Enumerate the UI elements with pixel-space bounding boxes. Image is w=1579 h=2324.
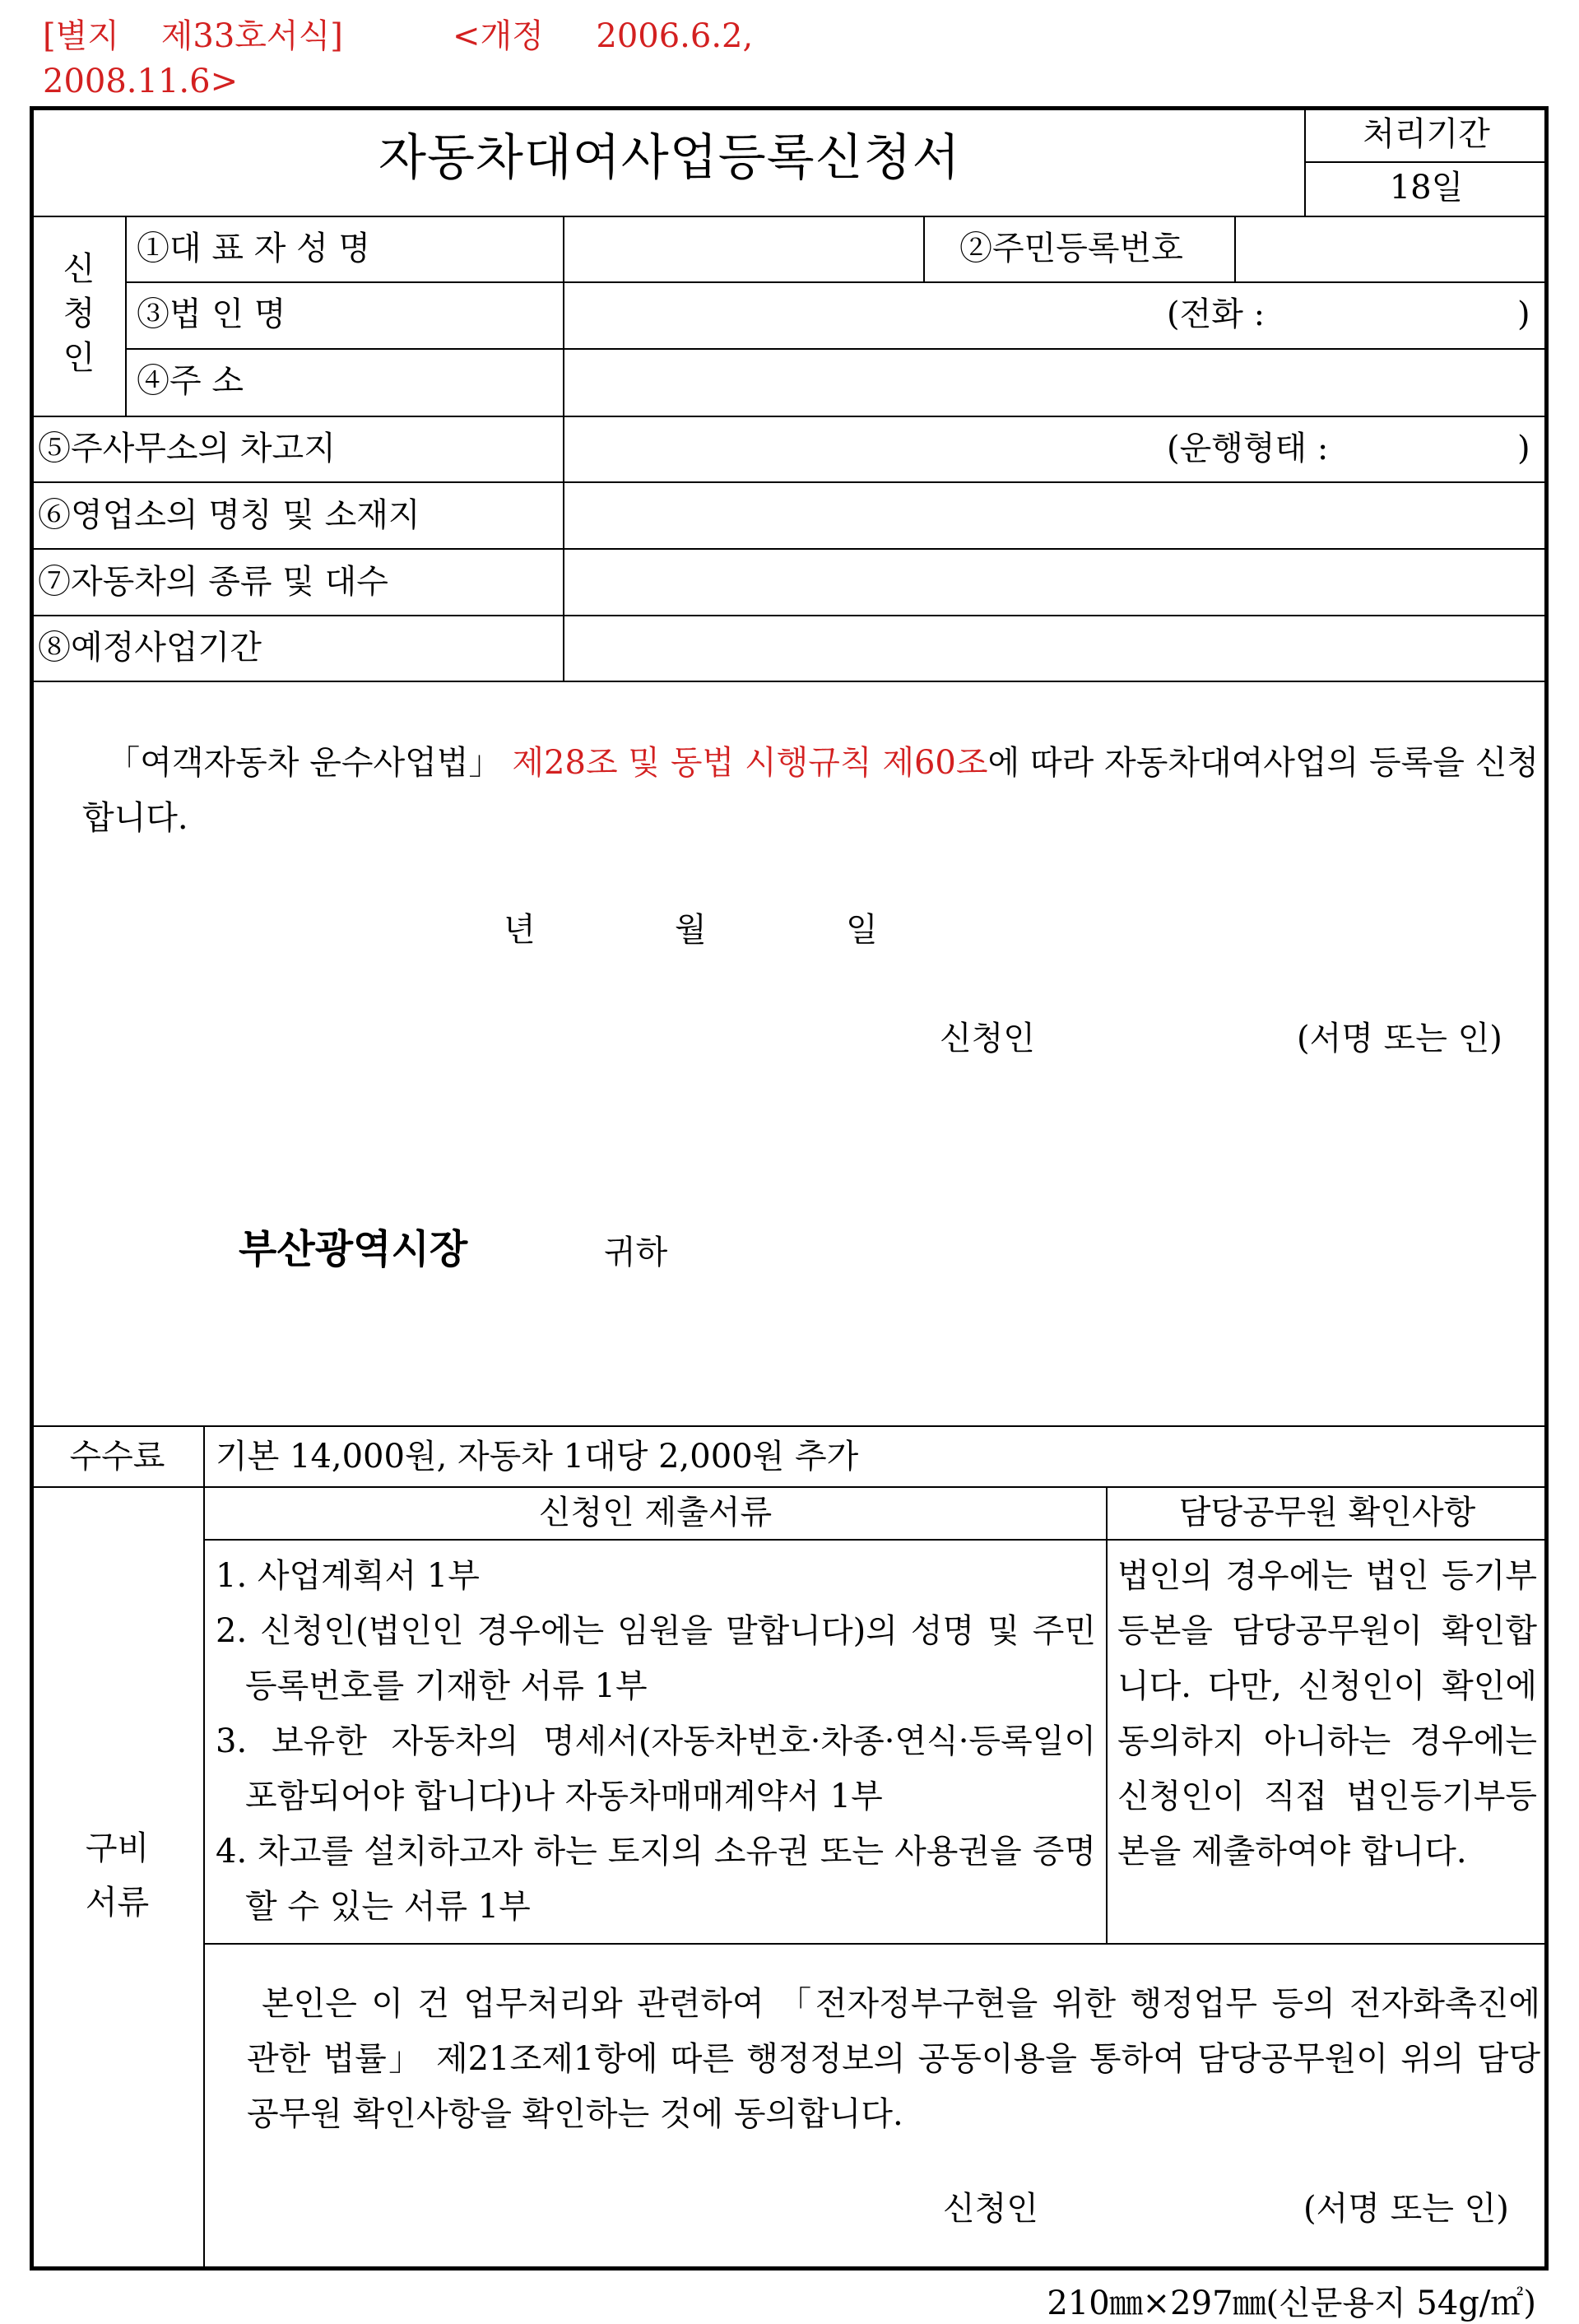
list-item: 1. 사업계획서 1부 [216, 1557, 480, 1595]
paper-size-note: 210㎜×297㎜(신문용지 54g/㎡) [1047, 2284, 1536, 2322]
verify-header: 담당공무원 확인사항 [1178, 1494, 1476, 1532]
list-item: 4. 차고를 설치하고자 하는 토지의 소유권 또는 사용권을 증명할 수 있는 서류 1부 [216, 1833, 1096, 1926]
revision-date: <개정 2006.6.2, [453, 17, 754, 55]
resident-no-field[interactable] [1236, 232, 1545, 278]
period-field[interactable] [564, 631, 1544, 677]
date-month: 월 [675, 911, 707, 949]
divider [31, 216, 1547, 217]
recipient: 부산광역시장 [239, 1226, 468, 1272]
submit-documents-list [216, 1549, 1096, 1935]
divider [125, 216, 127, 416]
corp-name-label: ③법 인 명 [137, 295, 286, 333]
address-field[interactable] [564, 365, 1544, 411]
phone-label: (전화 : [1167, 295, 1266, 333]
consent-text: 본인은 이 건 업무처리와 관련하여 「전자정부구현을 위한 행정업무 등의 전자화촉진에 관한 법률」 제21조제1항에 따른 행정정보의 공동이용을 통하여 담당공무원이 위의 담당공무원 확인사항을 확인하는 것에 동의합니다. [247, 1985, 1540, 2133]
divider [31, 1486, 1547, 1488]
list-item: 3. 보유한 자동차의 명세서(자동차번호·차종·연식·등록일이 포함되어야 합니다)나 자동차매매계약서 1부 [216, 1722, 1096, 1815]
operation-type-close: ) [1517, 430, 1530, 467]
submit-documents-header: 신청인 제출서류 [538, 1494, 773, 1532]
office-label: ⑥영업소의 명칭 및 소재지 [38, 496, 420, 534]
vehicle-field[interactable] [564, 565, 1544, 611]
fee-label: 수수료 [69, 1438, 165, 1476]
divider [31, 548, 1547, 550]
divider [31, 681, 1547, 682]
rep-name-label: ①대 표 자 성 명 [137, 230, 371, 267]
processing-period-value: 18일 [1389, 169, 1464, 207]
divider [31, 416, 1547, 417]
divider [31, 1425, 1547, 1427]
divider [31, 615, 1547, 616]
divider [125, 348, 1547, 350]
garage-label: ⑤주사무소의 차고지 [38, 430, 336, 467]
phone-close: ) [1517, 295, 1530, 333]
divider [1106, 1486, 1108, 1943]
operation-type-label: (운행형태 : [1167, 430, 1329, 467]
divider [203, 1539, 1547, 1541]
documents-label-2: 서류 [85, 1884, 150, 1922]
declaration-text: 「여객자동차 운수사업법」 제28조 및 동법 시행규칙 제60조에 따라 자동차대여사업의 등록을 신청합니다. [82, 744, 1539, 837]
date-day: 일 [846, 911, 878, 949]
fee-text: 기본 14,000원, 자동차 1대당 2,000원 추가 [216, 1438, 859, 1476]
form-number: [별지 제33호서식] [43, 17, 343, 55]
divider [125, 281, 1547, 283]
date-year: 년 [504, 911, 536, 949]
office-field[interactable] [564, 499, 1544, 545]
recipient-suffix: 귀하 [604, 1234, 668, 1271]
consent-applicant-label: 신청인 [943, 2190, 1038, 2228]
verify-text: 법인의 경우에는 법인 등기부등본을 담당공무원이 확인합니다. 다만, 신청인이 확인에 동의하지 아니하는 경우에는 신청인이 직접 법인등기부등본을 제출하여야 합니다. [1117, 1557, 1537, 1871]
consent-sign-or-seal: (서명 또는 인) [1303, 2190, 1509, 2228]
garage-field[interactable] [564, 432, 1157, 478]
resident-no-label: ②주민등록번호 [959, 230, 1183, 267]
revision-date-2: 2008.11.6> [43, 63, 239, 100]
applicant-group-label: 신 청 인 [63, 250, 95, 377]
divider [923, 216, 925, 281]
applicant-sign-label: 신청인 [940, 1020, 1035, 1057]
documents-label-1: 구비 [85, 1829, 150, 1867]
vehicle-label: ⑦자동차의 종류 및 대수 [38, 563, 388, 601]
period-label: ⑧예정사업기간 [38, 629, 262, 667]
form-title: 자동차대여사업등록신청서 [378, 129, 961, 187]
divider [1304, 161, 1547, 163]
sign-or-seal: (서명 또는 인) [1297, 1020, 1502, 1057]
rep-name-field[interactable] [564, 232, 922, 278]
processing-period-label: 처리기간 [1363, 115, 1490, 153]
divider [203, 1943, 1547, 1945]
corp-name-field[interactable] [564, 298, 1157, 344]
divider [203, 1425, 205, 2269]
address-label: ④주 소 [137, 362, 244, 400]
divider [31, 481, 1547, 483]
list-item: 2. 신청인(법인인 경우에는 임원을 말합니다)의 성명 및 주민등록번호를 기재한 서류 1부 [216, 1612, 1096, 1705]
